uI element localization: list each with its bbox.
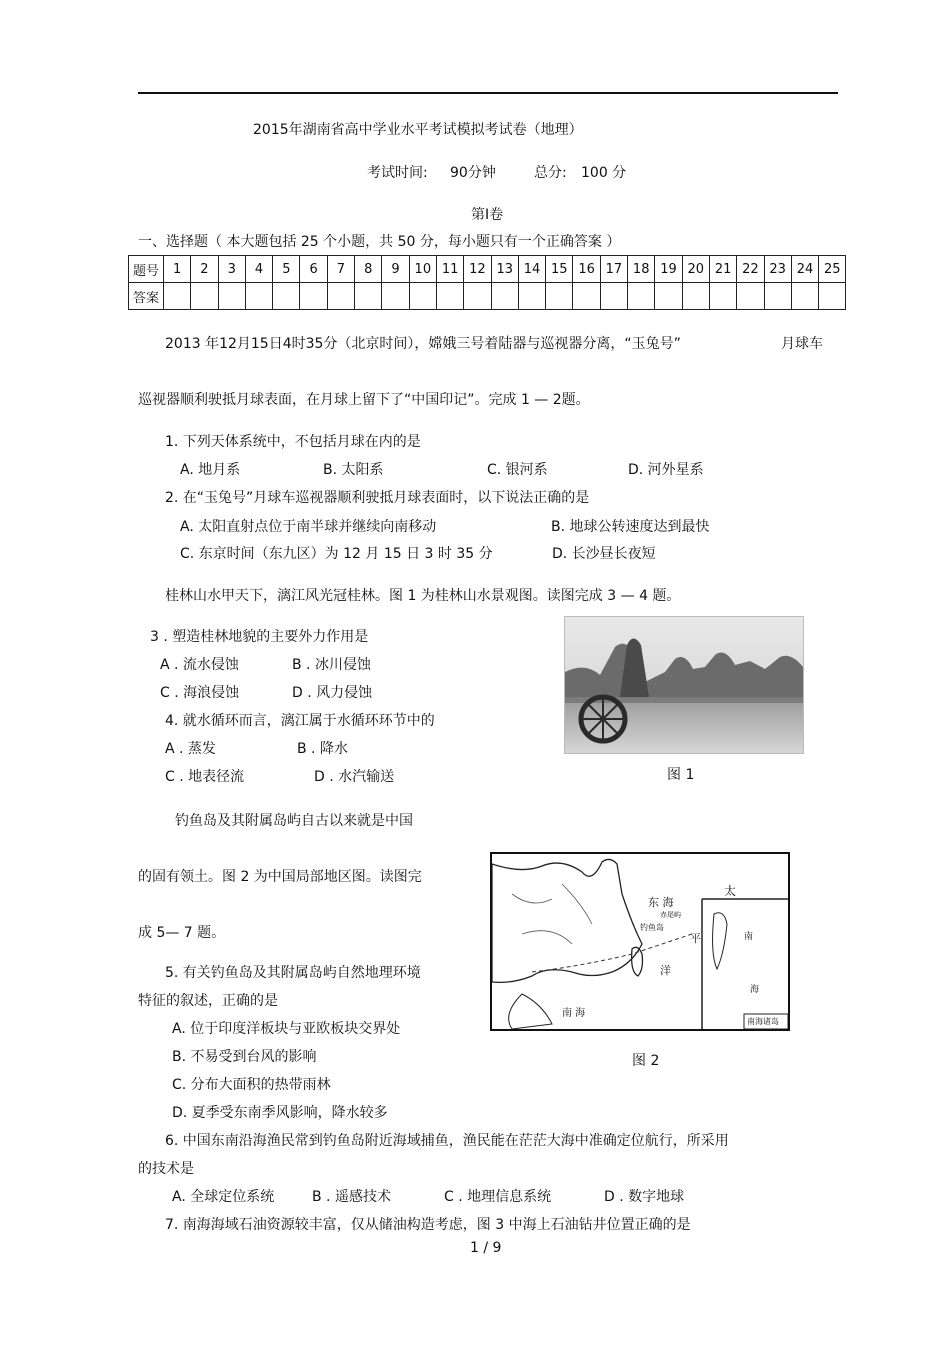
question-number-cell: 7 xyxy=(327,256,354,283)
answer-cell[interactable] xyxy=(491,283,518,310)
answer-cell[interactable] xyxy=(764,283,791,310)
top-rule xyxy=(138,92,838,94)
answer-cell[interactable] xyxy=(518,283,545,310)
answer-cell[interactable] xyxy=(655,283,682,310)
map-label-pacific-2: 平 xyxy=(690,932,701,945)
answer-cell[interactable] xyxy=(382,283,409,310)
answer-cell[interactable] xyxy=(819,283,846,310)
map-label-diaoyu: 钓鱼岛 xyxy=(640,923,664,932)
question-1-option-b[interactable]: B. 太阳系 xyxy=(323,462,384,478)
answer-cell[interactable] xyxy=(573,283,600,310)
question-6-stem-line2: 的技术是 xyxy=(138,1161,194,1177)
question-4-option-b[interactable]: B . 降水 xyxy=(297,741,348,757)
question-number-cell: 4 xyxy=(245,256,272,283)
answer-cell[interactable] xyxy=(791,283,818,310)
map-inset-sea-1: 南 xyxy=(744,932,754,942)
total-score-value: 100 分 xyxy=(581,165,627,181)
exam-time-label: 考试时间: xyxy=(367,165,428,181)
question-number-cell: 3 xyxy=(218,256,245,283)
intro-passage-guilin: 桂林山水甲天下，漓江风光冠桂林。图 1 为桂林山水景观图。读图完成 3 — 4 题。 xyxy=(165,588,681,604)
question-1-option-c[interactable]: C. 银河系 xyxy=(487,462,548,478)
answer-cell[interactable] xyxy=(355,283,382,310)
question-6-option-a[interactable]: A. 全球定位系统 xyxy=(172,1189,275,1205)
section-heading: 一、选择题（ 本大题包括 25 个小题，共 50 分，每小题只有一个正确答案 ） xyxy=(138,234,621,250)
exam-time-value: 90分钟 xyxy=(450,165,496,181)
question-4-option-a[interactable]: A . 蒸发 xyxy=(165,741,216,757)
map-label-east-sea: 东 海 xyxy=(648,896,674,909)
guilin-landscape-photo xyxy=(564,616,804,754)
question-number-cell: 5 xyxy=(273,256,300,283)
question-3-option-b[interactable]: B . 冰川侵蚀 xyxy=(292,657,371,673)
question-number-cell: 15 xyxy=(546,256,573,283)
total-score-label: 总分: xyxy=(534,165,567,181)
question-3-option-d[interactable]: D . 风力侵蚀 xyxy=(292,685,373,701)
answer-cell[interactable] xyxy=(245,283,272,310)
question-3-stem: 3 . 塑造桂林地貌的主要外力作用是 xyxy=(150,629,369,645)
question-number-cell: 8 xyxy=(355,256,382,283)
question-number-cell: 17 xyxy=(600,256,627,283)
question-number-cell: 24 xyxy=(791,256,818,283)
question-1-option-d[interactable]: D. 河外星系 xyxy=(628,462,704,478)
question-number-cell: 16 xyxy=(573,256,600,283)
intro-passage-diaoyu-line1: 钓鱼岛及其附属岛屿自古以来就是中国 xyxy=(175,813,413,829)
question-number-cell: 11 xyxy=(436,256,463,283)
question-number-cell: 9 xyxy=(382,256,409,283)
intro-passage-line2: 巡视器顺利驶抵月球表面，在月球上留下了“中国印记”。完成 1 — 2题。 xyxy=(138,392,590,408)
answer-cell[interactable] xyxy=(600,283,627,310)
answer-cell[interactable] xyxy=(709,283,736,310)
answer-table-header-row xyxy=(129,256,846,283)
question-6-option-c[interactable]: C . 地理信息系统 xyxy=(444,1189,552,1205)
question-number-cell: 25 xyxy=(819,256,846,283)
question-number-cell: 10 xyxy=(409,256,436,283)
question-5-option-b[interactable]: B. 不易受到台风的影响 xyxy=(172,1049,317,1065)
question-number-cell: 18 xyxy=(628,256,655,283)
question-number-cell: 1 xyxy=(164,256,191,283)
question-2-option-a[interactable]: A. 太阳直射点位于南半球并继续向南移动 xyxy=(180,519,437,535)
question-number-cell: 19 xyxy=(655,256,682,283)
question-4-option-d[interactable]: D . 水汽输送 xyxy=(314,769,395,785)
volume-title: 第Ⅰ卷 xyxy=(471,207,504,223)
question-6-option-b[interactable]: B . 遥感技术 xyxy=(312,1189,391,1205)
question-5-option-a[interactable]: A. 位于印度洋板块与亚欧板块交界处 xyxy=(172,1021,401,1037)
question-5-option-d[interactable]: D. 夏季受东南季风影响，降水较多 xyxy=(172,1105,388,1121)
row-label-number: 题号 xyxy=(129,256,164,283)
map-inset-sea-2: 海 xyxy=(750,985,760,995)
question-3-option-a[interactable]: A . 流水侵蚀 xyxy=(160,657,239,673)
page-number: 1 / 9 xyxy=(470,1240,502,1256)
question-7-stem: 7. 南海海域石油资源较丰富，仅从储油构造考虑，图 3 中海上石油钻井位置正确的是 xyxy=(165,1217,691,1233)
answer-cell[interactable] xyxy=(300,283,327,310)
question-number-cell: 21 xyxy=(709,256,736,283)
question-number-cell: 13 xyxy=(491,256,518,283)
answer-cell[interactable] xyxy=(737,283,764,310)
answer-cell[interactable] xyxy=(327,283,354,310)
answer-table-answer-row xyxy=(129,283,846,310)
row-label-answer: 答案 xyxy=(129,283,164,310)
intro-passage-diaoyu-line3: 成 5— 7 题。 xyxy=(138,925,226,941)
answer-cell[interactable] xyxy=(218,283,245,310)
question-4-stem: 4. 就水循环而言，漓江属于水循环环节中的 xyxy=(165,713,435,729)
answer-cell[interactable] xyxy=(682,283,709,310)
answer-cell[interactable] xyxy=(164,283,191,310)
answer-cell[interactable] xyxy=(628,283,655,310)
answer-cell[interactable] xyxy=(191,283,218,310)
question-5-stem-line2: 特征的叙述，正确的是 xyxy=(138,993,278,1009)
map-inset-label: 南海诸岛 xyxy=(747,1017,779,1026)
question-number-cell: 6 xyxy=(300,256,327,283)
china-regional-map xyxy=(490,852,790,1031)
question-6-option-d[interactable]: D . 数字地球 xyxy=(604,1189,685,1205)
question-4-option-c[interactable]: C . 地表径流 xyxy=(165,769,245,785)
exam-title: 2015年湖南省高中学业水平考试模拟考试卷（地理） xyxy=(253,122,583,138)
map-label-pacific-3: 洋 xyxy=(660,964,671,977)
question-2-option-c[interactable]: C. 东京时间（东九区）为 12 月 15 日 3 时 35 分 xyxy=(180,546,493,562)
answer-cell[interactable] xyxy=(464,283,491,310)
question-2-option-d[interactable]: D. 长沙昼长夜短 xyxy=(552,546,656,562)
question-number-cell: 12 xyxy=(464,256,491,283)
figure-2-caption: 图 2 xyxy=(632,1053,660,1069)
map-label-chiwei: 赤尾屿 xyxy=(660,911,681,919)
question-1-stem: 1. 下列天体系统中，不包括月球在内的是 xyxy=(165,434,421,450)
map-label-south-sea: 南 海 xyxy=(562,1008,586,1019)
answer-table xyxy=(128,255,846,310)
intro-passage-diaoyu-line2: 的固有领土。图 2 为中国局部地区图。读图完 xyxy=(138,869,422,885)
question-5-option-c[interactable]: C. 分布大面积的热带雨林 xyxy=(172,1077,331,1093)
question-1-option-a[interactable]: A. 地月系 xyxy=(180,462,241,478)
answer-cell[interactable] xyxy=(436,283,463,310)
question-number-cell: 22 xyxy=(737,256,764,283)
answer-cell[interactable] xyxy=(273,283,300,310)
answer-cell[interactable] xyxy=(409,283,436,310)
map-label-pacific-1: 太 xyxy=(724,884,737,898)
figure-1-caption: 图 1 xyxy=(667,767,695,783)
question-number-cell: 2 xyxy=(191,256,218,283)
question-number-cell: 23 xyxy=(764,256,791,283)
question-number-cell: 20 xyxy=(682,256,709,283)
question-6-stem: 6. 中国东南沿海渔民常到钓鱼岛附近海域捕鱼，渔民能在茫茫大海中准确定位航行，所采用 xyxy=(165,1133,729,1149)
intro-passage-line1: 2013 年12月15日4时35分（北京时间），嫦娥三号着陆器与巡视器分离，“玉兔号” xyxy=(165,336,681,352)
intro-passage-line1-tail: 月球车 xyxy=(781,336,823,352)
question-2-option-b[interactable]: B. 地球公转速度达到最快 xyxy=(551,519,710,535)
question-5-stem: 5. 有关钓鱼岛及其附属岛屿自然地理环境 xyxy=(165,965,421,981)
question-number-cell: 14 xyxy=(518,256,545,283)
answer-cell[interactable] xyxy=(546,283,573,310)
question-2-stem: 2. 在“玉兔号”月球车巡视器顺利驶抵月球表面时，以下说法正确的是 xyxy=(165,490,590,506)
question-3-option-c[interactable]: C . 海浪侵蚀 xyxy=(160,685,240,701)
